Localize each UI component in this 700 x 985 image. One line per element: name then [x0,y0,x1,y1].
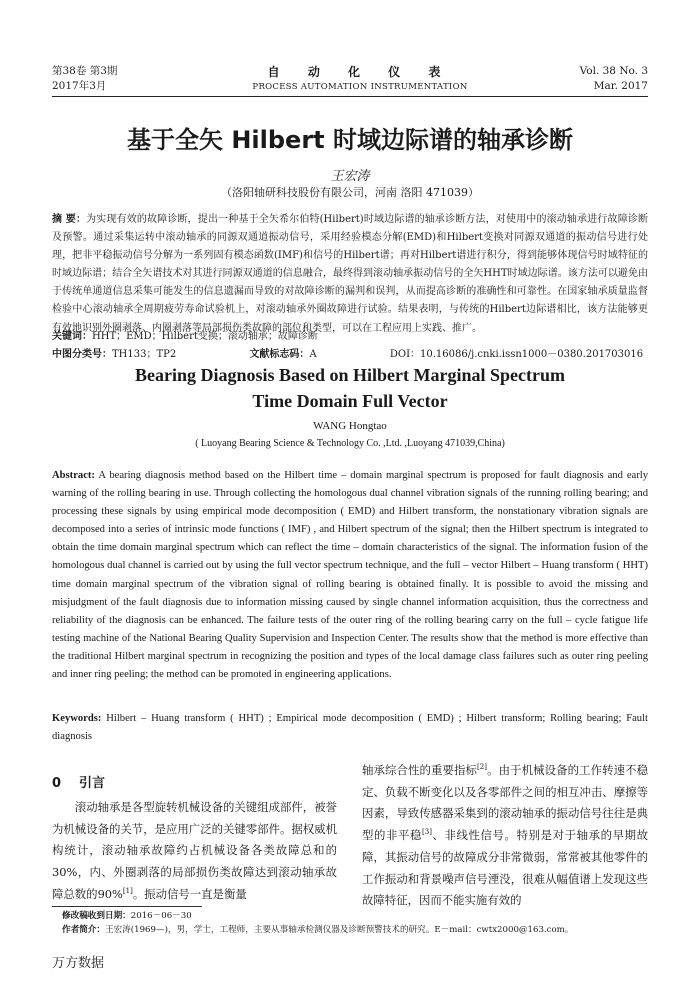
journal-header [210,63,510,92]
running-header-right [580,64,648,94]
keywords-cn [52,327,318,342]
watermark-text: 万方数据 [52,956,105,971]
section-heading [52,772,105,791]
paper-title-cn: 基于全矢 Hilbert 时域边际谱的轴承诊断 [126,126,573,154]
footnote-received [62,910,648,923]
paper-title-en-line2: Time Domain Full Vector [252,391,448,411]
volume-en: Vol. 38 No. 3 [579,65,648,77]
header-rule [52,96,648,97]
abstract-cn [52,211,648,338]
classification-line [52,345,652,360]
body-left-text-b: 。振动信号一直是衡量 [132,886,247,901]
received-date: 2016－06－30 [130,911,192,921]
affiliation-en: ( Luoyang Bearing Science & Technology Co. ,Ltd. ,Luoyang 471039,China) [195,438,505,449]
footnote-rule [52,906,202,907]
received-label: 修改稿收到日期： [62,911,131,921]
clc-label: 中图分类号： [52,349,112,360]
citation-ref: [2] [477,763,487,772]
doi: DOI：10.16086/j.cnki.issn1000－0380.201703016 [389,349,644,360]
citation-ref: [1] [122,887,133,896]
volume-cn: 第38卷 第3期 [52,65,118,77]
author-bio-label: 作者简介： [62,925,105,935]
abstract-cn-text: 为实现有效的故障诊断，提出一种基于全矢希尔伯特(Hilbert)时域边际谱的轴承诊断方法，对使用中的滚动轴承进行故障诊断及预警。通过采集运转中滚动轴承的同源双通道振动信号，采用经验模态分解(EMD)和Hilbert变换对同源双通道的振动信号进行处理，把非平稳振动信号分解为一系列固有模态函数(IMF)和信号的Hilbert谱；再对Hilbert谱进行积分，得到能够体现信号时域特征的时域边际谱；结合全矢谱技术对其进行同源双通道的信息融合，最终得到滚动轴承振动信号的全矢HHT时域边际谱。该方法可以避免由于传统单通道信息采集可能发生的信息遗漏而导致的对故障诊断的漏判和误判，从而提高诊断的准确性和可靠性。在国家轴承质量监督检验中心滚动轴承全周期疲劳寿命试验机上，对滚动轴承外圈故障进行试验。结果表明，与传统的Hilbert边际谱相比，该方法能够更有效地识别外圈剥落、内圈剥落等局部损伤类故障的部位和类型，可以在工程应用上实践、推广。 [52,214,648,334]
body-right-text-b: 。由于机械设备的工作转速不稳定、负载不断变化以及各零部件之间的相互冲击、摩擦等因素，导致传感器采集到的滚动轴承的振动信号往往是典型的非平稳 [362,763,648,843]
body-column-left [52,797,337,906]
section-number: 0 [52,776,62,791]
body-right-text-a: 轴承综合性的重要指标 [362,763,478,777]
footnote-author [62,924,648,937]
section-title: 引言 [79,776,106,791]
keywords-cn-text: HHT；EMD；Hilbert变换；滚动轴承；故障诊断 [92,331,318,342]
body-left-text-a: 滚动轴承是各型旋转机械设备的关键组成部件，被誉为机械设备的关节，是应用广泛的关键零部件。据权威机构统计，滚动轴承故障约占机械设备各类故障总和的30%，内、外圈剥落的局部损伤类故障达到滚动轴承故障总数的90% [52,800,337,901]
body-right-text-c: 、非线性信号。特别是对于轴承的早期故障，其振动信号的故障成分非常微弱，常常被其他零件的工作振动和背景噪声信号湮没，很难从幅值谱上发现这些故障特征，因而不能实施有效的 [362,828,648,908]
abstract-en-text: A bearing diagnosis method based on the Hilbert time – domain marginal spectrum is proposed for fault diagnosis and early warning of the rolling bearing in use. Through collecting the homologous dual channel vibration signals of the running rolling bearing; and processing these signals by using empirical mode decomposition ( EMD) and Hilbert transform, the nonstationary vibration signals are decomposed into a series of intrinsic mode functions ( IMF) , and Hilbert spectrum of the signal; then the Hilbert spectrum is integrated to obtain the time domain marginal spectrum which can reflect the time – domain characteristics of the signal. The information fusion of the homologous dual channel is carried out by using the full vector spectrum technique, and the full – vector Hilbert – Huang transform ( HHT) time domain marginal spectrum of the vibration signal of rolling bearing is obtained finally. It is possible to avoid the missing and misjudgment of the fault diagnosis due to information missing caused by single channel information acquisition, thus the correctness and reliability of the diagnosis can be enhanced. The failure tests of the outer ring of the rolling bearing carry on the full – cycle fatigue life testing machine of the National Bearing Quality Supervision and Inspection Center. The results show that the method is more effective than the traditional Hilbert marginal spectrum in recognizing the position and types of the local damage class failures such as outer ring peeling and inner ring peeling; the method can be promoted in engineering applications. [52,470,648,681]
author-cn: 王宏涛 [330,169,370,184]
keywords-en [52,710,648,746]
abstract-cn-label: 摘 要： [52,214,87,225]
date-en: Mar. 2017 [593,80,648,92]
doc-code-label: 文献标志码： [249,349,310,360]
journal-name-cn: 自 动 化 仪 表 [267,65,453,79]
journal-name-en: PROCESS AUTOMATION INSTRUMENTATION [252,82,468,92]
citation-ref: [3] [422,828,432,837]
author-bio: 王宏涛(1969—)，男，学士，工程师，主要从事轴承检测仪器及诊断预警技术的研究。E－mail：cwtx2000@163.com。 [104,925,574,935]
keywords-cn-label: 关键词： [52,331,92,342]
running-header-left [52,64,117,94]
date-cn: 2017年3月 [52,80,107,92]
body-column-right [362,760,648,912]
doc-code: A [309,349,317,360]
abstract-en-label: Abstract: [52,470,95,481]
abstract-en [52,467,648,684]
author-en: WANG Hongtao [313,420,387,432]
paper-title-en [40,362,660,414]
keywords-en-text: Hilbert – Huang transform ( HHT) ; Empirical mode decomposition ( EMD) ; Hilbert transform; Rolling bearing; Fault diagnosis [52,713,648,742]
affiliation-cn: （洛阳轴研科技股份有限公司，河南 洛阳 471039） [221,186,479,199]
clc-code: TH133；TP2 [112,349,177,360]
keywords-en-label: Keywords: [52,713,102,724]
paper-title-en-line1: Bearing Diagnosis Based on Hilbert Marginal Spectrum [134,365,565,385]
